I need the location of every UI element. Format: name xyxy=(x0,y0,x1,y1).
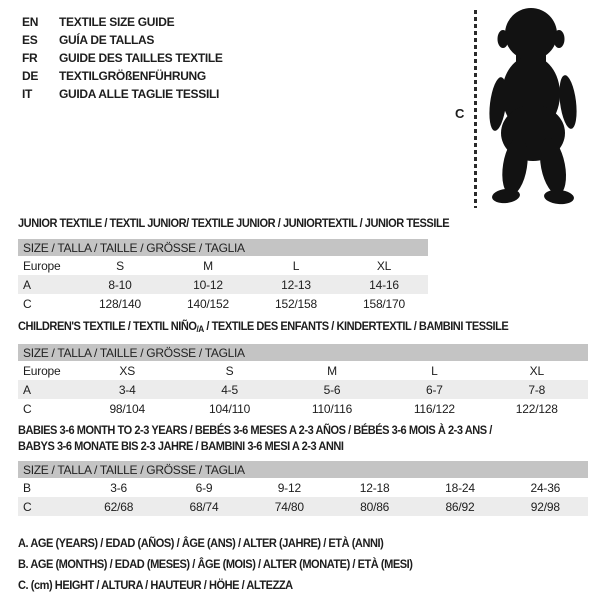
language-row xyxy=(22,67,223,85)
language-row xyxy=(22,31,223,49)
language-list xyxy=(22,13,223,103)
table-row xyxy=(18,275,428,294)
size-cell: M xyxy=(203,258,213,273)
size-cell: XS xyxy=(119,363,135,378)
language-code: IT xyxy=(22,87,33,101)
row-label-cell: C xyxy=(23,401,32,416)
language-row xyxy=(22,85,223,103)
row-label-cell: C xyxy=(23,296,32,311)
size-header-bar: SIZE / TALLA / TAILLE / GRÖSSE / TAGLIA xyxy=(18,239,428,256)
size-cell: 98/104 xyxy=(109,401,145,416)
size-cell: 128/140 xyxy=(99,296,141,311)
section-title-children xyxy=(18,318,508,337)
title-subscript: /A xyxy=(196,324,204,334)
size-cell: 62/68 xyxy=(76,497,161,516)
language-code: EN xyxy=(22,15,39,29)
size-cell: M xyxy=(327,363,337,378)
table-row xyxy=(18,256,428,275)
size-cell: 18-24 xyxy=(445,480,475,495)
size-cell: L xyxy=(431,363,438,378)
size-cell: 92/98 xyxy=(503,497,588,516)
row-label-cell: B xyxy=(23,480,31,495)
footer-notes xyxy=(18,533,447,596)
size-cell: 9-12 xyxy=(277,480,301,495)
table-row xyxy=(18,361,588,380)
size-cell: L xyxy=(292,258,300,273)
section-title-babies xyxy=(18,422,492,454)
row-label-cell: C xyxy=(18,497,76,516)
size-cell: 68/74 xyxy=(161,497,246,516)
size-cell: XL xyxy=(376,258,392,273)
size-cell: 116/122 xyxy=(413,401,455,416)
language-code: DE xyxy=(22,69,39,83)
size-cell: 5-6 xyxy=(281,380,383,399)
row-label-cell: Europe xyxy=(23,363,61,378)
size-header-bar: SIZE / TALLA / TAILLE / GRÖSSE / TAGLIA xyxy=(18,461,588,478)
junior-size-table xyxy=(18,239,428,313)
size-cell: 6-9 xyxy=(195,480,213,495)
size-cell: 110/116 xyxy=(311,401,353,416)
size-cell: 12-18 xyxy=(359,480,390,495)
table-row xyxy=(18,294,428,313)
size-cell: 122/128 xyxy=(515,401,558,416)
size-cell: S xyxy=(116,258,124,273)
size-cell: 10-12 xyxy=(164,275,252,294)
size-cell: 140/152 xyxy=(187,296,229,311)
language-code: FR xyxy=(22,51,38,65)
size-cell: XL xyxy=(529,363,544,378)
size-cell: 24-36 xyxy=(530,480,561,495)
baby-silhouette xyxy=(486,6,586,206)
size-cell: 74/80 xyxy=(247,497,332,516)
children-size-table xyxy=(18,344,588,418)
title-line: BABYS 3-6 MONATE BIS 2-3 JAHRE / BAMBINI 3-6 MESI A 2-3 ANNI xyxy=(18,439,344,453)
height-dashed-line xyxy=(474,10,477,208)
title-line: BABIES 3-6 MONTH TO 2-3 YEARS / BEBÉS 3-6 MESES A 2-3 AÑOS / BÉBÉS 3-6 MOIS À 2-3 ANS / xyxy=(18,423,492,437)
title-text: / TEXTILE DES ENFANTS / KINDERTEXTIL / BAMBINI TESSILE xyxy=(203,319,509,333)
size-header-bar: SIZE / TALLA / TAILLE / GRÖSSE / TAGLIA xyxy=(18,344,588,361)
size-cell: 104/110 xyxy=(209,401,251,416)
table-row xyxy=(18,399,588,418)
size-cell: 152/158 xyxy=(275,296,317,311)
size-cell: 12-13 xyxy=(252,275,340,294)
language-label: GUÍA DE TALLAS xyxy=(59,33,155,47)
table-row xyxy=(18,497,588,516)
table-row xyxy=(18,478,588,497)
note-line: C. (cm) HEIGHT / ALTURA / HAUTEUR / HÖHE / ALTEZZA xyxy=(18,578,293,592)
size-cell: 3-6 xyxy=(110,480,128,495)
section-title-junior: JUNIOR TEXTILE / TEXTIL JUNIOR/ TEXTILE JUNIOR / JUNIORTEXTIL / JUNIOR TESSILE xyxy=(18,216,450,230)
row-label-cell: A xyxy=(18,380,76,399)
language-label: TEXTILGRÖßENFÜHRUNG xyxy=(59,69,206,83)
height-measure-label: C xyxy=(455,106,465,121)
size-cell: 7-8 xyxy=(486,380,588,399)
language-code: ES xyxy=(22,33,38,47)
size-cell: 80/86 xyxy=(332,497,417,516)
language-label: TEXTILE SIZE GUIDE xyxy=(59,15,175,29)
size-cell: 158/170 xyxy=(363,296,405,311)
language-row xyxy=(22,13,223,31)
title-text: CHILDREN'S TEXTILE / TEXTIL NIÑO xyxy=(18,319,197,333)
note-line: B. AGE (MONTHS) / EDAD (MESES) / ÂGE (MOIS) / ALTER (MONATE) / ETÀ (MESI) xyxy=(18,557,413,571)
note-line: A. AGE (YEARS) / EDAD (AÑOS) / ÂGE (ANS) / ALTER (JAHRE) / ETÀ (ANNI) xyxy=(18,536,384,550)
language-label: GUIDE DES TAILLES TEXTILE xyxy=(59,51,223,65)
size-cell: 14-16 xyxy=(340,275,428,294)
row-label-cell: Europe xyxy=(23,258,61,273)
size-cell: 8-10 xyxy=(76,275,164,294)
size-cell: 6-7 xyxy=(383,380,485,399)
size-cell: 86/92 xyxy=(417,497,502,516)
size-cell: S xyxy=(225,363,234,378)
table-row xyxy=(18,380,588,399)
babies-size-table xyxy=(18,461,588,516)
row-label-cell: A xyxy=(18,275,76,294)
size-cell: 4-5 xyxy=(178,380,280,399)
size-cell: 3-4 xyxy=(76,380,178,399)
language-row xyxy=(22,49,223,67)
language-label: GUIDA ALLE TAGLIE TESSILI xyxy=(59,87,220,101)
